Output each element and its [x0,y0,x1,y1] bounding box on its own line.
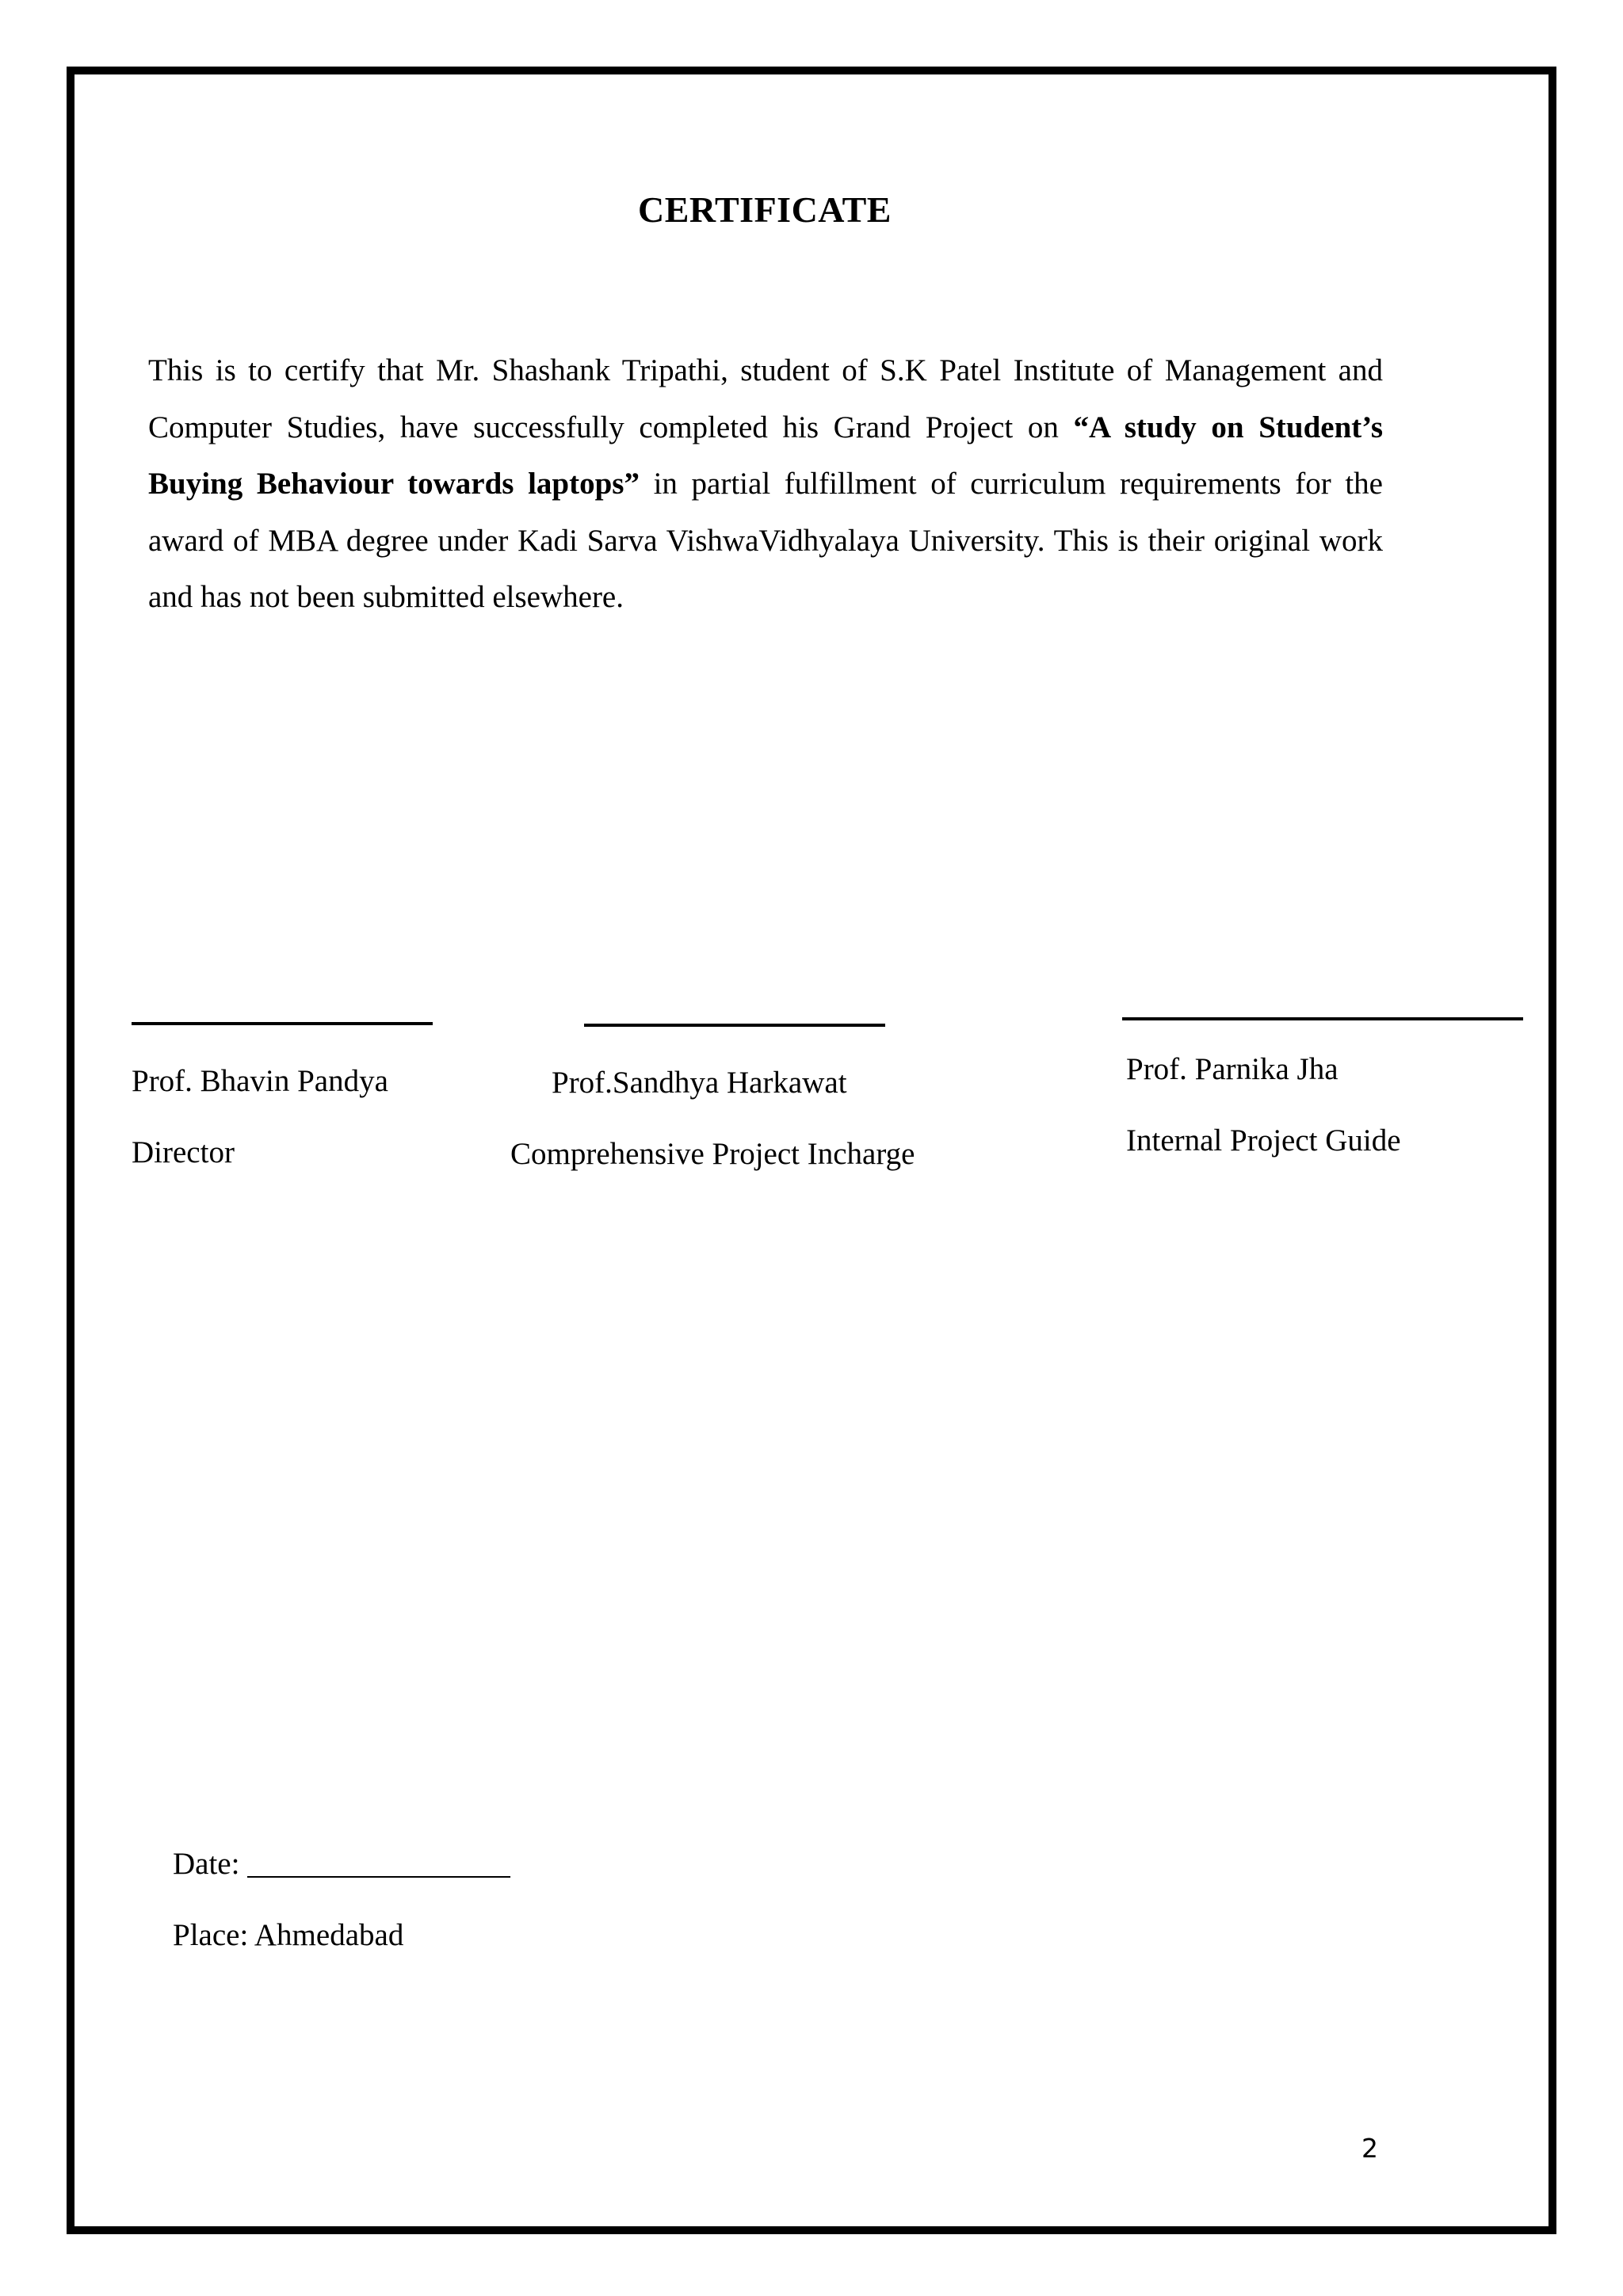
signatory-name-director: Prof. Bhavin Pandya [132,1064,388,1098]
signature-line-guide [1122,1017,1523,1020]
certificate-body [148,342,1383,626]
signatory-role-guide: Internal Project Guide [1126,1123,1401,1158]
signatory-role-incharge: Comprehensive Project Incharge [510,1137,915,1171]
body-text-part2: in partial fulfillment of curriculum requirements for the award of MBA degree under Kadi Sarva VishwaVidhyalaya University. This is their original work and has not been submitted elsewhere. [148,467,1383,614]
certificate-title: CERTIFICATE [638,189,892,230]
signature-line-director [132,1022,433,1025]
project-title: “A study on Student’s Buying Behaviour towards laptops” [148,410,1384,501]
signature-line-incharge [584,1024,885,1027]
place-field: Place: Ahmedabad [173,1918,404,1952]
signatory-name-guide: Prof. Parnika Jha [1126,1052,1338,1086]
signatory-role-director: Director [132,1135,235,1169]
signatory-name-incharge: Prof.Sandhya Harkawat [552,1066,847,1100]
page-number: 2 [1361,2133,1378,2164]
date-field: Date: _________________ [173,1847,510,1881]
body-text-part1: This is to certify that Mr. Shashank Tripathi, student of S.K Patel Institute of Management and Computer Studies, have successfully completed his Grand Project on [148,353,1383,444]
